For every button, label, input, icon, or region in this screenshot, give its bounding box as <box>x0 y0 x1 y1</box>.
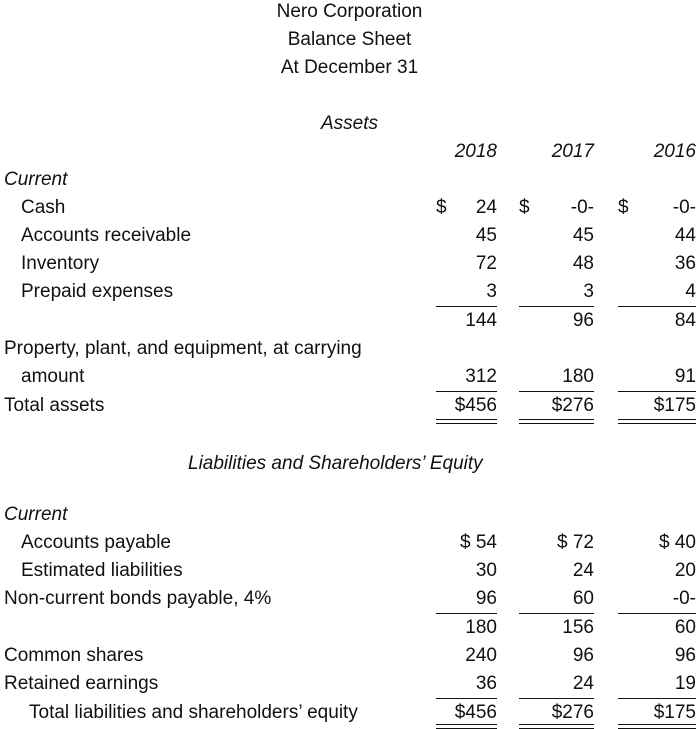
accounts-payable-2017: $ 72 <box>557 532 594 553</box>
underline-liabilities-2018 <box>436 613 497 614</box>
bonds-payable-2016: -0- <box>672 588 696 609</box>
total-assets-label: Total assets <box>4 395 105 416</box>
current-assets-subtotal-2016: 84 <box>674 310 696 331</box>
total-liabilities-equity-2017: $276 <box>551 702 594 723</box>
total-liabilities-equity-2018: $456 <box>454 702 497 723</box>
accounts-receivable-2017: 45 <box>572 225 594 246</box>
retained-earnings-2018: 36 <box>475 673 497 694</box>
prepaid-expenses-2016: 4 <box>685 281 696 302</box>
total-liabilities-equity-2016: $175 <box>653 702 696 723</box>
bonds-payable-2017: 60 <box>572 588 594 609</box>
inventory-2017: 48 <box>572 253 594 274</box>
common-shares-2018: 240 <box>465 645 497 666</box>
accounts-payable-2018: $ 54 <box>460 532 497 553</box>
current-assets-subtotal-2017: 96 <box>572 310 594 331</box>
estimated-liabilities-2018: 30 <box>475 560 497 581</box>
total-assets-2018: $456 <box>454 395 497 416</box>
underline-current-assets-2017 <box>519 306 594 307</box>
underline-current-assets-2018 <box>436 306 497 307</box>
prepaid-expenses-2017: 3 <box>583 281 594 302</box>
underline-equity-2017 <box>519 698 594 699</box>
accounts-payable-2016: $ 40 <box>659 532 696 553</box>
accounts-receivable-2018: 45 <box>475 225 497 246</box>
common-shares-2016: 96 <box>674 645 696 666</box>
double-underline-total-liabilities-2017 <box>519 724 594 729</box>
liabilities-subtotal-2017: 156 <box>562 617 594 638</box>
accounts-payable-label: Accounts payable <box>21 532 171 553</box>
total-assets-2017: $276 <box>551 395 594 416</box>
current-assets-subtotal-2018: 144 <box>465 310 497 331</box>
ppe-2017: 180 <box>562 366 594 387</box>
estimated-liabilities-2017: 24 <box>572 560 594 581</box>
estimated-liabilities-label: Estimated liabilities <box>21 560 183 581</box>
double-underline-total-assets-2017 <box>519 419 594 424</box>
company-name: Nero Corporation <box>276 1 423 22</box>
assets-current-label: Current <box>4 169 68 190</box>
double-underline-total-liabilities-2016 <box>618 724 696 729</box>
underline-ppe-2016 <box>618 391 696 392</box>
inventory-2016: 36 <box>674 253 696 274</box>
double-underline-total-liabilities-2018 <box>436 724 497 729</box>
retained-earnings-2017: 24 <box>572 673 594 694</box>
statement-date: At December 31 <box>280 57 419 78</box>
cash-2018: $ 24 <box>436 197 497 218</box>
ppe-label-line2: amount <box>21 366 85 387</box>
ppe-label-line1: Property, plant, and equipment, at carrying <box>4 338 362 359</box>
retained-earnings-label: Retained earnings <box>4 673 159 694</box>
liabilities-subtotal-2016: 60 <box>674 617 696 638</box>
year-header-2018: 2018 <box>454 141 497 162</box>
ppe-2016: 91 <box>674 366 696 387</box>
underline-liabilities-2016 <box>618 613 696 614</box>
underline-equity-2018 <box>436 698 497 699</box>
double-underline-total-assets-2016 <box>618 419 696 424</box>
underline-equity-2016 <box>618 698 696 699</box>
inventory-label: Inventory <box>21 253 100 274</box>
year-header-2017: 2017 <box>551 141 594 162</box>
prepaid-expenses-2018: 3 <box>486 281 497 302</box>
liabilities-section-title: Liabilities and Shareholders’ Equity <box>188 453 483 474</box>
prepaid-expenses-label: Prepaid expenses <box>21 281 174 302</box>
liabilities-current-label: Current <box>4 504 68 525</box>
cash-2017: $ -0- <box>519 197 594 218</box>
underline-current-assets-2016 <box>618 306 696 307</box>
underline-ppe-2018 <box>436 391 497 392</box>
cash-2016: $ -0- <box>618 197 696 218</box>
estimated-liabilities-2016: 20 <box>674 560 696 581</box>
accounts-receivable-label: Accounts receivable <box>21 225 192 246</box>
common-shares-2017: 96 <box>572 645 594 666</box>
inventory-2018: 72 <box>475 253 497 274</box>
statement-title: Balance Sheet <box>287 29 412 50</box>
underline-liabilities-2017 <box>519 613 594 614</box>
bonds-payable-2018: 96 <box>475 588 497 609</box>
total-liabilities-equity-label: Total liabilities and shareholders’ equity <box>29 702 358 723</box>
double-underline-total-assets-2018 <box>436 419 497 424</box>
common-shares-label: Common shares <box>4 645 144 666</box>
ppe-2018: 312 <box>465 366 497 387</box>
accounts-receivable-2016: 44 <box>674 225 696 246</box>
bonds-payable-label: Non-current bonds payable, 4% <box>4 588 272 609</box>
year-header-2016: 2016 <box>653 141 696 162</box>
assets-section-title: Assets <box>320 113 379 134</box>
underline-ppe-2017 <box>519 391 594 392</box>
total-assets-2016: $175 <box>653 395 696 416</box>
cash-label: Cash <box>21 197 66 218</box>
retained-earnings-2016: 19 <box>674 673 696 694</box>
liabilities-subtotal-2018: 180 <box>465 617 497 638</box>
